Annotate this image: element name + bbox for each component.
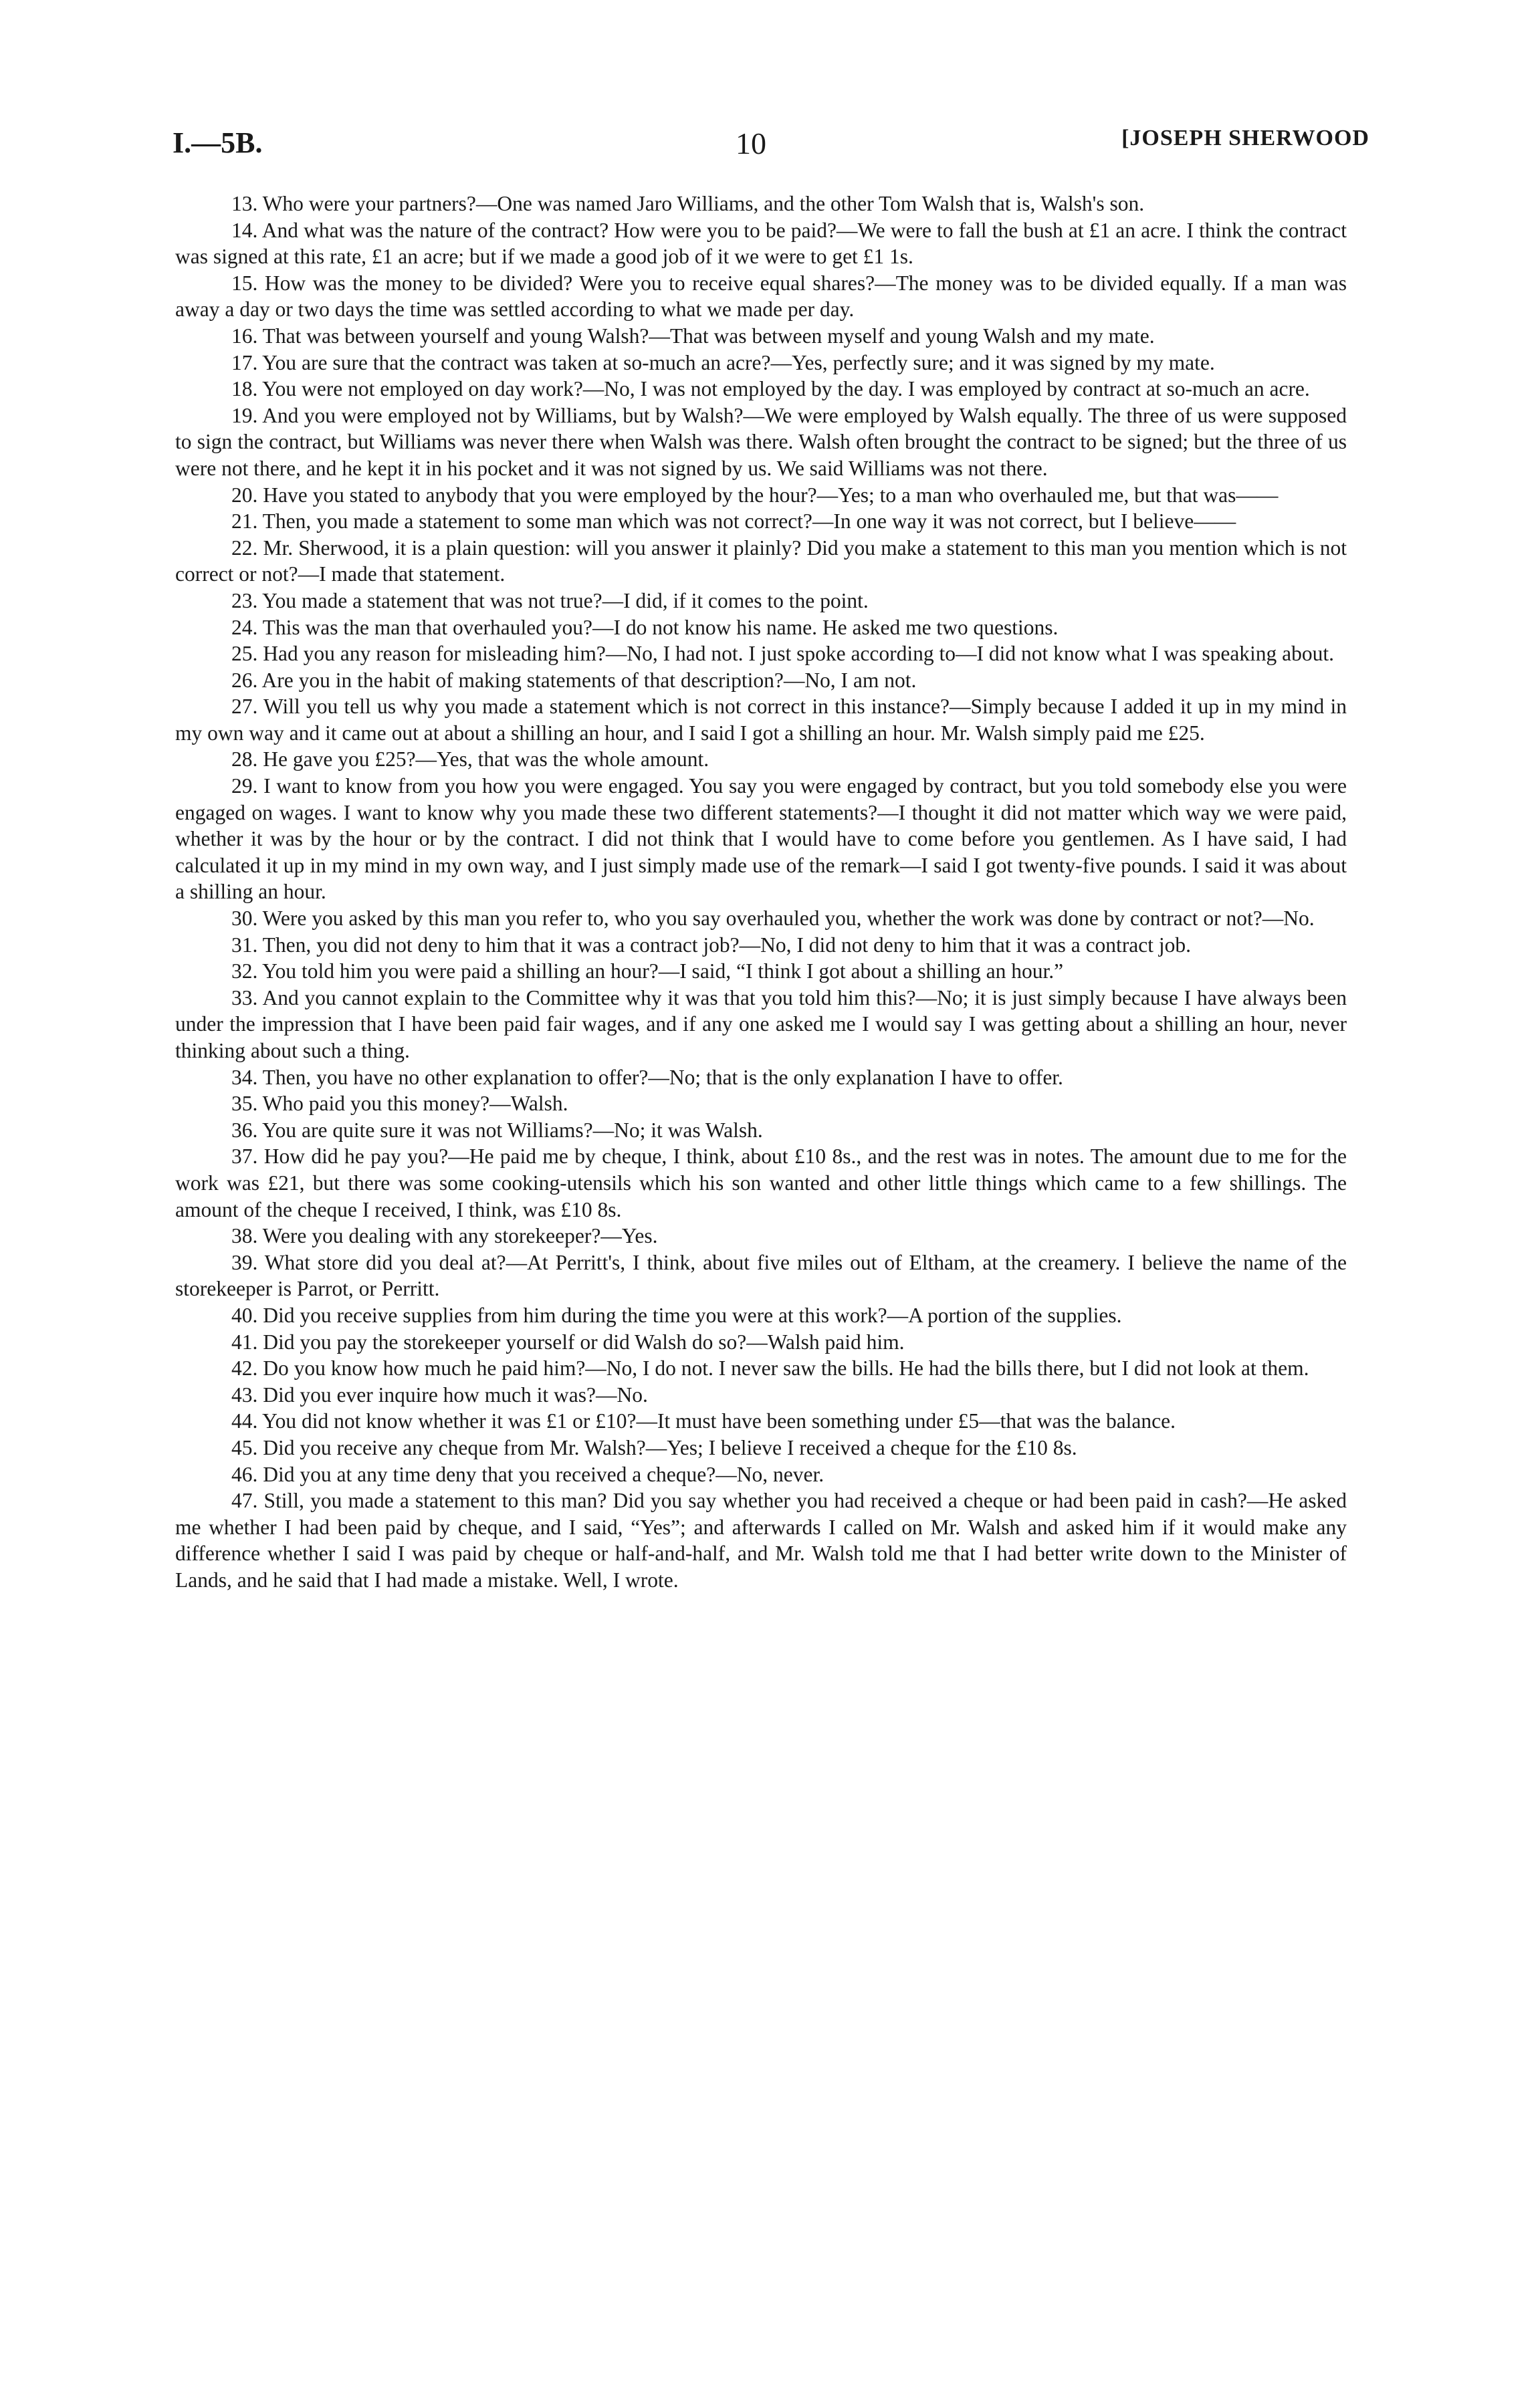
question-35: 35. Who paid you this money?—Walsh. — [231, 1092, 568, 1116]
witness-name-header: [JOSEPH SHERWOOD — [1121, 126, 1369, 150]
question-41: 41. Did you pay the storekeeper yourself or did Walsh do so?—Walsh paid him. — [231, 1330, 905, 1354]
question-42: 42. Do you know how much he paid him?—No, I do not. I never saw the bills. He had the bills there, but I did not look at them. — [231, 1356, 1309, 1380]
question-39: 39. What store did you deal at?—At Perritt's, I think, about five miles out of Eltham, at the creamery. I believe the name of the storekeeper is Parrot, or Perritt. — [175, 1250, 1347, 1301]
question-36: 36. You are quite sure it was not Williams?—No; it was Walsh. — [231, 1118, 763, 1142]
question-14: 14. And what was the nature of the contract? How were you to be paid?—We were to fall the bush at £1 an acre. I think the contract was signed at this rate, £1 an acre; but if we made a good job of it we were to get £1 1s. — [175, 218, 1347, 269]
question-23: 23. You made a statement that was not true?—I did, if it comes to the point. — [231, 588, 869, 612]
question-31: 31. Then, you did not deny to him that it was a contract job?—No, I did not deny to him that it was a contract job. — [231, 933, 1192, 957]
paper-reference: I.—5B. — [173, 126, 263, 159]
question-30: 30. Were you asked by this man you refer to, who you say overhauled you, whether the work was done by contract or not?—No. — [231, 907, 1315, 931]
question-18: 18. You were not employed on day work?—No, I was not employed by the day. I was employed by contract at so-much an acre. — [231, 377, 1310, 401]
question-16: 16. That was between yourself and young Walsh?—That was between myself and young Walsh and my mate. — [231, 324, 1155, 348]
question-21: 21. Then, you made a statement to some man which was not correct?—In one way it was not correct, but I believe—— — [231, 509, 1236, 533]
question-47: 47. Still, you made a statement to this man? Did you say whether you had received a cheque or had been paid in cash?—He asked me whether I had been paid by cheque, and I said, “Yes”; and afterwards I called on Mr. Walsh and asked him if it would make any difference whether I said I was paid by cheque or half-and-half, and Mr. Walsh told me that I had better write down to the Minister of Lands, and he said that I had made a mistake. Well, I wrote. — [175, 1489, 1347, 1592]
question-43: 43. Did you ever inquire how much it was?—No. — [231, 1382, 648, 1407]
testimony-body — [175, 191, 1347, 1593]
question-46: 46. Did you at any time deny that you received a cheque?—No, never. — [231, 1462, 824, 1486]
question-40: 40. Did you receive supplies from him during the time you were at this work?—A portion of the supplies. — [231, 1303, 1122, 1327]
question-26: 26. Are you in the habit of making statements of that description?—No, I am not. — [231, 668, 917, 692]
page-header — [173, 126, 1369, 166]
question-19: 19. And you were employed not by Williams, but by Walsh?—We were employed by Walsh equally. The three of us were supposed to sign the contract, but Williams was never there when Walsh was there. Walsh often brought the contract to be signed; but the three of us were not there, and he kept it in his pocket and it was not signed by us. We said Williams was not there. — [175, 403, 1347, 480]
question-17: 17. You are sure that the contract was taken at so-much an acre?—Yes, perfectly sure; and it was signed by my mate. — [231, 350, 1215, 374]
question-33: 33. And you cannot explain to the Committee why it was that you told him this?—No; it is just simply because I have always been under the impression that I have been paid fair wages, and if any one asked me I would say I was getting about a shilling an hour, never thinking about such a thing. — [175, 985, 1347, 1062]
question-34: 34. Then, you have no other explanation to offer?—No; that is the only explanation I have to offer. — [231, 1065, 1063, 1089]
question-25: 25. Had you any reason for misleading him?—No, I had not. I just spoke according to—I did not know what I was speaking about. — [231, 642, 1335, 666]
question-22: 22. Mr. Sherwood, it is a plain question: will you answer it plainly? Did you make a statement to this man you mention which is not correct or not?—I made that statement. — [175, 535, 1347, 586]
question-38: 38. Were you dealing with any storekeeper?—Yes. — [231, 1224, 658, 1248]
question-45: 45. Did you receive any cheque from Mr. Walsh?—Yes; I believe I received a cheque for the £10 8s. — [231, 1435, 1077, 1459]
question-15: 15. How was the money to be divided? Were you to receive equal shares?—The money was to be divided equally. If a man was away a day or two days the time was settled according to what we made per day. — [175, 271, 1347, 322]
question-13: 13. Who were your partners?—One was named Jaro Williams, and the other Tom Walsh that is, Walsh's son. — [231, 192, 1145, 215]
question-24: 24. This was the man that overhauled you?—I do not know his name. He asked me two questions. — [231, 615, 1059, 639]
question-28: 28. He gave you £25?—Yes, that was the whole amount. — [231, 747, 709, 771]
question-29: 29. I want to know from you how you were engaged. You say you were engaged by contract, but you told somebody else you were engaged on wages. I want to know why you made these two different statements?—I thought it did not matter which way we were paid, whether it was by the hour or by the contract. I did not think that I would have to come before you gentlemen. As I have said, I had calculated it up in my mind in my own way, and I just simply made use of the remark—I said I got twenty-five pounds. I said it was about a shilling an hour. — [175, 774, 1347, 904]
question-20: 20. Have you stated to anybody that you were employed by the hour?—Yes; to a man who overhauled me, but that was—— — [231, 483, 1279, 507]
question-27: 27. Will you tell us why you made a statement which is not correct in this instance?—Simply because I added it up in my mind in my own way and it came out at about a shilling an hour, and I said I got a shilling an hour. Mr. Walsh simply paid me £25. — [175, 695, 1347, 745]
question-44: 44. You did not know whether it was £1 or £10?—It must have been something under £5—that was the balance. — [231, 1409, 1176, 1433]
page-number: 10 — [736, 126, 766, 160]
question-37: 37. How did he pay you?—He paid me by cheque, I think, about £10 8s., and the rest was in notes. The amount due to me for the work was £21, but there was some cooking-utensils which his son wanted and other little things which came to a few shillings. The amount of the cheque I received, I think, was £10 8s. — [175, 1145, 1347, 1221]
question-32: 32. You told him you were paid a shilling an hour?—I said, “I think I got about a shilling an hour.” — [231, 959, 1064, 983]
